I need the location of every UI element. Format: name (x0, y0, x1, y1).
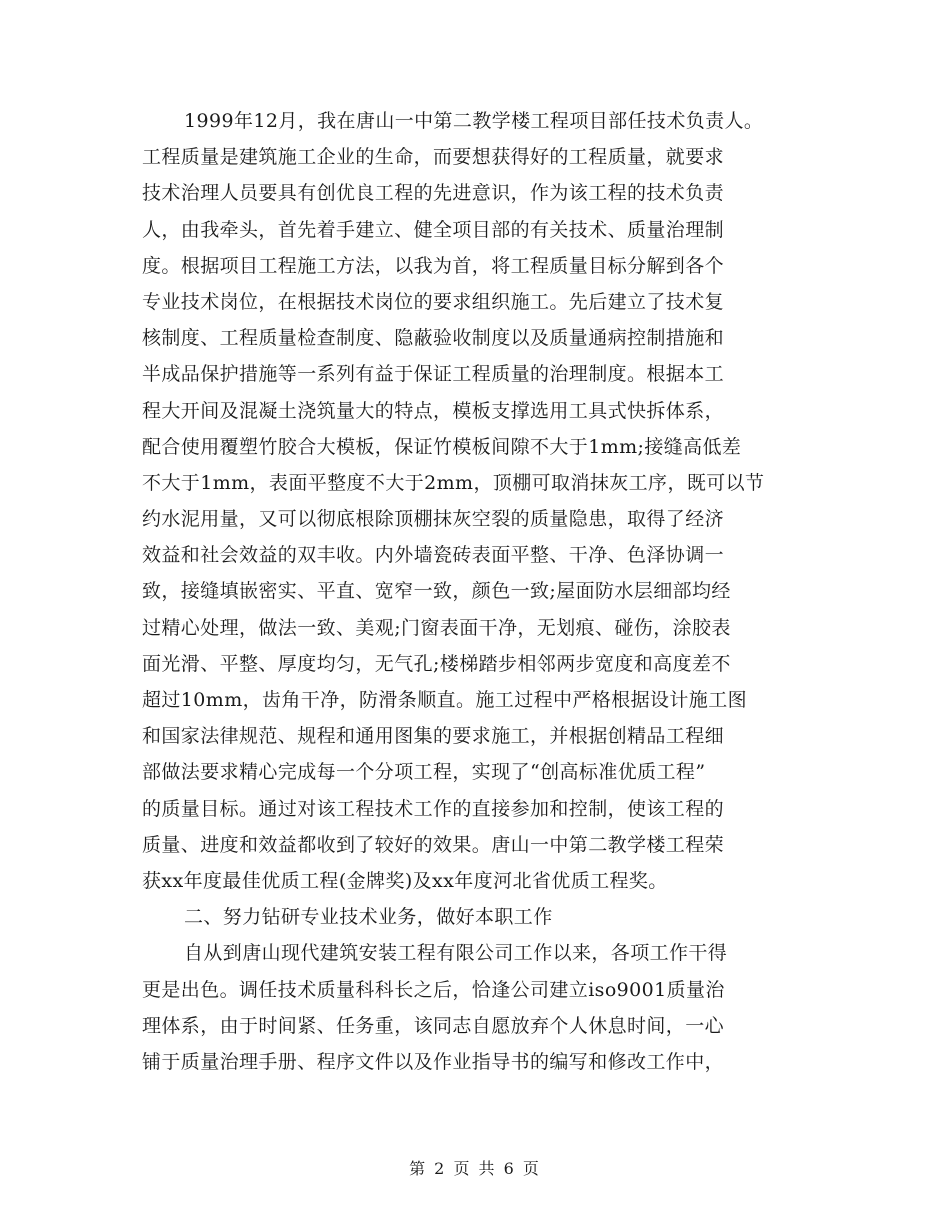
paragraph-line: 自从到唐山现代建筑安装工程有限公司工作以来，各项工作干得 (184, 942, 728, 965)
paragraph-line: 半成品保护措施等一系列有益于保证工程质量的治理制度。根据本工 (142, 363, 725, 386)
paragraph-line: 工程质量是建筑施工企业的生命，而要想获得好的工程质量，就要求 (142, 146, 725, 169)
paragraph-line: 更是出色。调任技术质量科科长之后，恰逢公司建立iso9001质量治 (142, 978, 725, 1001)
document-body (142, 103, 822, 1080)
page-number-footer: 第 2 页 共 6 页 (409, 1159, 541, 1178)
paragraph-line: 约水泥用量，又可以彻底根除顶棚抹灰空裂的质量隐患，取得了经济 (142, 508, 725, 531)
paragraph-line: 不大于1mm，表面平整度不大于2mm，顶棚可取消抹灰工序，既可以节 (142, 471, 765, 494)
paragraph-line: 效益和社会效益的双丰收。内外墙瓷砖表面平整、干净、色泽协调一 (142, 544, 725, 567)
paragraph-line: 专业技术岗位，在根据技术岗位的要求组织施工。先后建立了技术复 (142, 290, 725, 313)
paragraph-line: 理体系，由于时间紧、任务重，该同志自愿放弃个人休息时间，一心 (142, 1014, 725, 1037)
paragraph-line: 核制度、工程质量检查制度、隐蔽验收制度以及质量通病控制措施和 (142, 327, 725, 350)
paragraph-line: 铺于质量治理手册、程序文件以及作业指导书的编写和修改工作中， (142, 1050, 725, 1073)
paragraph-line: 的质量目标。通过对该工程技术工作的直接参加和控制，使该工程的 (142, 797, 725, 820)
paragraph-line: 技术治理人员要具有创优良工程的先进意识，作为该工程的技术负责 (142, 182, 725, 205)
paragraph-line: 和国家法律规范、规程和通用图集的要求施工，并根据创精品工程细 (142, 725, 725, 748)
section-heading: 二、努力钻研专业技术业务，做好本职工作 (184, 906, 553, 929)
paragraph-line: 超过10mm，齿角干净，防滑条顺直。施工过程中严格根据设计施工图 (142, 689, 748, 711)
paragraph-line: 配合使用覆塑竹胶合大模板，保证竹模板间隙不大于1mm;接缝高低差 (142, 435, 742, 458)
paragraph-line: 致，接缝填嵌密实、平直、宽窄一致，颜色一致;屋面防水层细部均经 (142, 580, 731, 603)
paragraph-line: 面光滑、平整、厚度均匀，无气孔;楼梯踏步相邻两步宽度和高度差不 (142, 652, 731, 675)
paragraph-line: 质量、进度和效益都收到了较好的效果。唐山一中第二教学楼工程荣 (142, 833, 725, 856)
paragraph-line: 获xx年度最佳优质工程(金牌奖)及xx年度河北省优质工程奖。 (142, 869, 668, 892)
paragraph-line: 程大开间及混凝土浇筑量大的特点，模板支撑选用工具式快拆体系， (142, 399, 725, 422)
paragraph-line: 度。根据项目工程施工方法，以我为首，将工程质量目标分解到各个 (142, 254, 725, 277)
paragraph-line: 过精心处理，做法一致、美观;门窗表面干净，无划痕、碰伤，涂胶表 (142, 616, 731, 639)
paragraph-line: 人，由我牵头，首先着手建立、健全项目部的有关技术、质量治理制 (142, 218, 725, 241)
paragraph-line: 1999年12月，我在唐山一中第二教学楼工程项目部任技术负责人。 (184, 110, 764, 132)
paragraph-line: 部做法要求精心完成每一个分项工程，实现了“创高标准优质工程” (142, 761, 706, 784)
